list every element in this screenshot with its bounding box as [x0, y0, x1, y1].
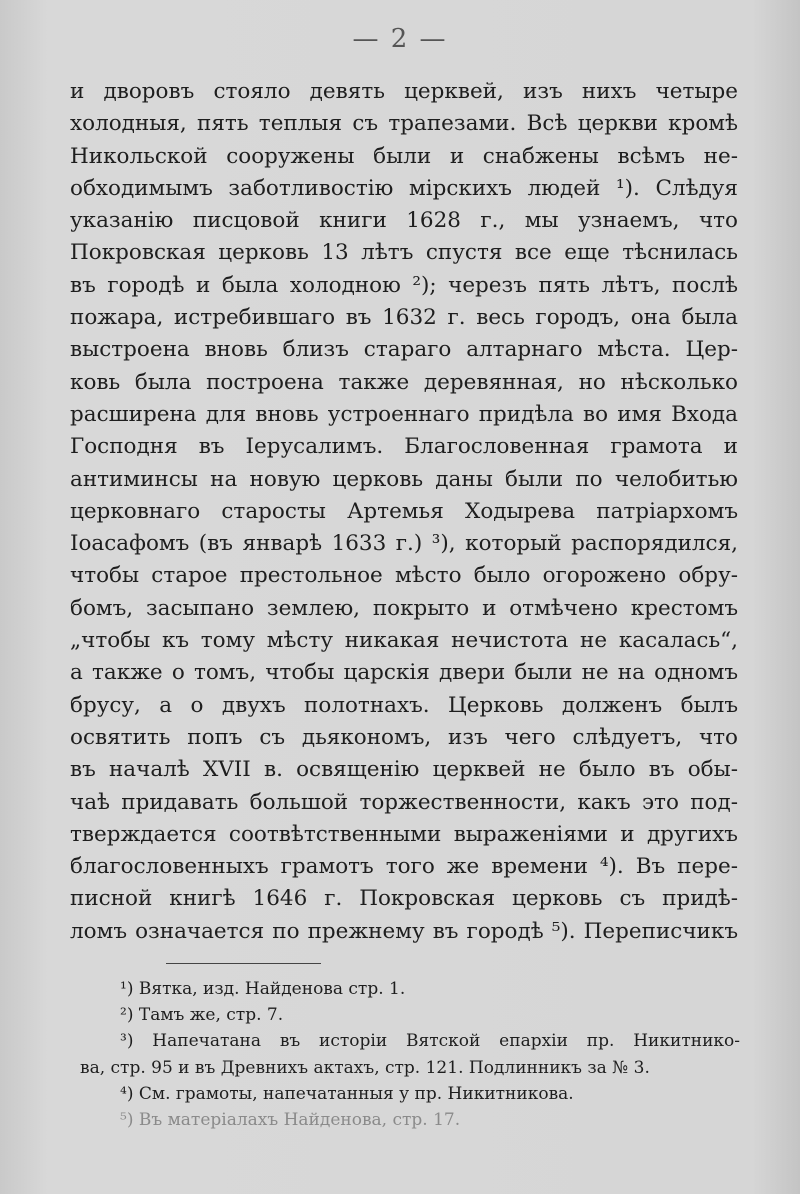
text-line: „чтобы къ тому мѣсту никакая нечистота не касалась“,: [70, 628, 738, 654]
text-line: благословенныхъ грамотъ того же времени ⁴). Въ пере-: [70, 854, 738, 880]
text-line: а также о томъ, чтобы царскія двери были не на одномъ: [70, 660, 738, 686]
footnote-3-continued: ва, стр. 95 и въ Древнихъ актахъ, стр. 121. Подлинникъ за № 3.: [80, 1057, 650, 1078]
text-line: ломъ означается по прежнему въ городѣ ⁵). Переписчикъ: [70, 918, 738, 944]
text-line: Господня въ Іерусалимъ. Благословенная грамота и: [70, 434, 738, 460]
text-line: брусу, а о двухъ полотнахъ. Церковь долженъ былъ: [70, 692, 738, 718]
text-line: церковнаго старосты Артемья Ходырева патріархомъ: [70, 498, 738, 524]
text-line: бомъ, засыпано землею, покрыто и отмѣчено крестомъ: [70, 595, 738, 621]
footnote-5: ⁵) Въ матеріалахъ Найденова, стр. 17.: [120, 1109, 461, 1130]
text-line: Никольской сооружены были и снабжены всѣмъ не-: [70, 143, 738, 169]
text-line: чаѣ придавать большой торжественности, какъ это под-: [70, 789, 738, 815]
text-line: писной книгѣ 1646 г. Покровская церковь съ придѣ-: [70, 886, 738, 912]
footnote-divider: [166, 963, 321, 964]
footnotes: [80, 976, 740, 1133]
text-line: въ началѣ XVII в. освященію церквей не было въ обы-: [70, 757, 738, 783]
footnote-3: ³) Напечатана въ исторіи Вятской епархіи пр. Никитнико-: [120, 1031, 740, 1052]
text-line: чтобы старое престольное мѣсто было огорожено обру-: [70, 563, 738, 589]
text-line: Іоасафомъ (въ январѣ 1633 г.) ³), который распорядился,: [70, 531, 738, 557]
text-line: обходимымъ заботливостію мірскихъ людей ¹). Слѣдуя: [70, 175, 738, 201]
text-line: антиминсы на новую церковь даны были по челобитью: [70, 466, 738, 492]
text-line: въ городѣ и была холодною ²); черезъ пять лѣтъ, послѣ: [70, 272, 738, 298]
footnote-2: ²) Тамъ же, стр. 7.: [120, 1005, 284, 1026]
text-line: и дворовъ стояло девять церквей, изъ нихъ четыре: [70, 79, 738, 104]
text-line: тверждается соотвѣтственными выраженіями и другихъ: [70, 821, 738, 847]
text-line: холодныя, пять теплыя съ трапезами. Всѣ церкви кромѣ: [70, 111, 738, 137]
body-text: [70, 76, 738, 948]
text-line: Покровская церковь 13 лѣтъ спустя все еще тѣснилась: [70, 240, 738, 266]
text-line: ковь была построена также деревянная, но нѣсколько: [70, 369, 738, 395]
footnote-4: ⁴) См. грамоты, напечатанныя у пр. Никитникова.: [120, 1083, 574, 1104]
text-line: пожара, истребившаго въ 1632 г. весь городъ, она была: [70, 305, 738, 331]
text-line: выстроена вновь близъ стараго алтарнаго мѣста. Цер-: [70, 337, 738, 363]
page-number: — 2 —: [352, 24, 448, 54]
text-line: расширена для вновь устроеннаго придѣла во имя Входа: [70, 401, 738, 427]
footnote-1: ¹) Вятка, изд. Найденова стр. 1.: [120, 979, 406, 999]
text-line: освятить попъ съ дьякономъ, изъ чего слѣдуетъ, что: [70, 724, 738, 750]
text-line: указанію писцовой книги 1628 г., мы узнаемъ, что: [70, 208, 738, 234]
